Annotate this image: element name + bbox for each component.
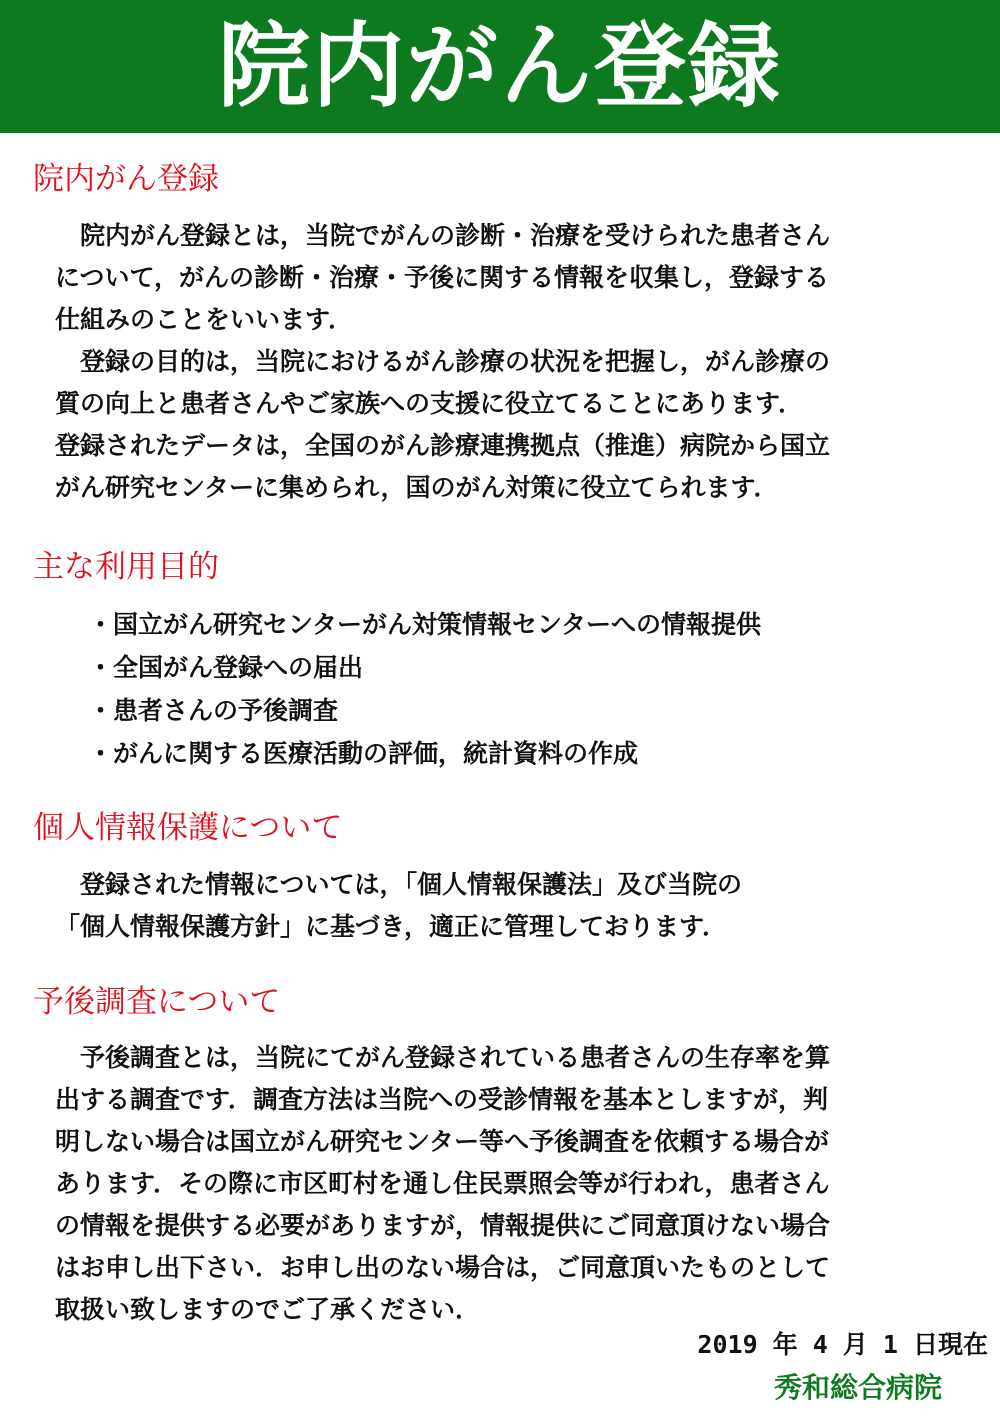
list-item: ・がんに関する医療活動の評価，統計資料の作成 — [88, 739, 639, 768]
text-line: 明しない場合は国立がん研究センター等へ予後調査を依頼する場合が — [55, 1127, 830, 1156]
section-heading-purposes: 主な利用目的 — [33, 549, 219, 585]
text-line: 出する調査です．調査方法は当院への受診情報を基本としますが，判 — [55, 1085, 829, 1114]
section-heading-registry: 院内がん登録 — [33, 161, 219, 197]
text-line: の情報を提供する必要がありますが，情報提供にご同意頂けない場合 — [55, 1211, 831, 1240]
text-line: 登録されたデータは，全国のがん診療連携拠点（推進）病院から国立 — [55, 431, 831, 460]
text-line: 質の向上と患者さんやご家族への支援に役立てることにあります． — [55, 389, 804, 418]
page-header — [0, 0, 1000, 133]
section-heading-followup: 予後調査について — [33, 984, 281, 1020]
text-line: がん研究センターに集められ，国のがん対策に役立てられます． — [55, 473, 779, 502]
date-stamp: 2019 年 4 月 1 日現在 — [697, 1330, 988, 1359]
list-item: ・患者さんの予後調査 — [88, 696, 339, 725]
section-body-privacy — [55, 864, 955, 948]
page-title: 院内がん登録 — [217, 12, 782, 120]
text-line: あります．その際に市区町村を通し住民票照会等が行われ，患者さん — [55, 1169, 830, 1198]
section-heading-privacy: 個人情報保護について — [33, 810, 343, 846]
text-line: 仕組みのことをいいます． — [55, 305, 354, 334]
text-line: はお申し出下さい．お申し出のない場合は，ご同意頂いたものとして — [55, 1253, 831, 1282]
purpose-list — [88, 603, 761, 775]
section-body-registry — [55, 215, 955, 509]
text-line: について，がんの診断・治療・予後に関する情報を収集し，登録する — [55, 263, 830, 292]
text-line: 登録の目的は，当院におけるがん診療の状況を把握し，がん診療の — [55, 347, 831, 376]
text-line: 取扱い致しますのでご了承ください． — [55, 1295, 481, 1324]
text-line: 登録された情報については，「個人情報保護法」及び当院の — [55, 870, 743, 899]
text-line: 「個人情報保護方針」に基づき，適正に管理しております． — [55, 912, 728, 941]
hospital-name: 秀和総合病院 — [773, 1371, 942, 1404]
list-item: ・全国がん登録への届出 — [88, 653, 364, 682]
section-body-followup — [55, 1037, 955, 1331]
text-line: 院内がん登録とは，当院でがんの診断・治療を受けられた患者さん — [55, 221, 831, 250]
list-item: ・国立がん研究センターがん対策情報センターへの情報提供 — [88, 610, 762, 639]
text-line: 予後調査とは，当院にてがん登録されている患者さんの生存率を算 — [55, 1043, 831, 1072]
